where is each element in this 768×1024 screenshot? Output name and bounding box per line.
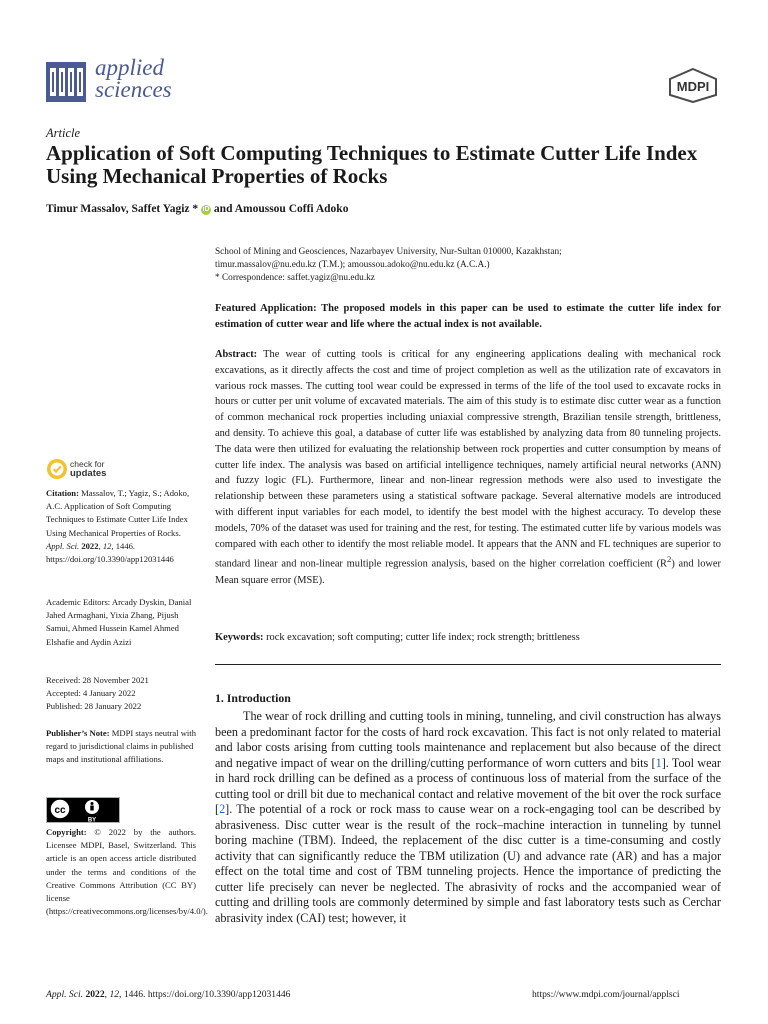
citation-volume: , 12 — [98, 540, 112, 551]
orcid-icon[interactable]: iD — [202, 206, 210, 213]
journal-name-line1: applied — [95, 55, 164, 80]
footer-journal-url[interactable]: https://www.mdpi.com/journal/applsci — [532, 989, 680, 1000]
cc-text: cc — [54, 805, 66, 816]
abstract-superscript: 2 — [666, 554, 672, 565]
keywords-text: rock excavation; soft computing; cutter life index; rock strength; brittleness — [263, 632, 580, 643]
footer-year: 2022 — [83, 989, 105, 1000]
check-updates-text — [70, 460, 106, 478]
section-heading-introduction: 1. Introduction — [215, 691, 291, 705]
check-for-updates-badge[interactable] — [46, 458, 146, 484]
journal-name — [95, 57, 295, 101]
copyright-text: © 2022 by the authors. Licensee MDPI, Basel, Switzerland. This article is an open access article distributed under the terms and conditions of the Creative Commons Attribution (CC BY) license (https://creativecommons.org/licenses/by/4.0/). — [46, 827, 208, 917]
journal-name-line2: sciences — [95, 77, 172, 102]
publisher-note-text: MDPI stays neutral with regard to jurisdictional claims in published maps and institutional affiliations. — [46, 728, 196, 765]
abstract — [215, 347, 721, 588]
date-received: Received: 28 November 2021 — [46, 675, 149, 685]
citation-journal: Appl. Sci. — [46, 540, 80, 551]
intro-text-2: ]. Tool wear in hard rock drilling can be defined as a process of continuous loss of material from the surface of the cutting tool or drill bit due to mechanical contact and relative movement of the bit over the rock surface [ — [215, 755, 721, 816]
authors-part2: and Amoussou Coffi Adoko — [213, 203, 349, 215]
mdpi-logo-icon — [666, 67, 720, 103]
date-accepted: Accepted: 4 January 2022 — [46, 688, 136, 699]
journal-logo-icon — [46, 62, 86, 102]
intro-text-3: ]. The potential of a rock or rock mass to cause wear on a rock-engaging tool can be described by abrasiveness. Disc cutter wear is the result of the rock–machine interaction in tunneling by tunnel boring machine (TBM). Indeed, the replacement of the disc cutter is a time-consuming and costly activity that can significantly reduce the TBM utilization (U) and advance rate (AR) and has a major effect on the total time and cost of TBM tunneling projects. Hence the importance of predicting the cutter life precisely can never be neglected. The abrasivity of rocks and the accompanied wear of cutting and drilling tools are commonly determined by simple and fast laboratory tests such as Cerchar abrasivity index (CAI) test; however, it — [215, 802, 721, 925]
reference-link-1[interactable]: 1 — [655, 755, 662, 770]
academic-editors: Academic Editors: Arcady Dyskin, Danial Jahed Armaghani, Yixia Zhang, Pijush Samui, Ahmed Hussein Kamel Ahmed Elshafie and Aydin Azizi — [46, 597, 192, 647]
publication-dates — [46, 674, 196, 714]
footer-journal: Appl. Sci. — [46, 989, 84, 1000]
footer-volume: , 12 — [104, 989, 120, 1000]
featured-application: Featured Application: The proposed models in this paper can be used to estimate the cutter life index for estimation of cutter wear and life where the actual index is not available. — [215, 303, 721, 330]
cc-by-license-icon[interactable] — [46, 797, 120, 823]
citation-block — [46, 487, 196, 566]
publisher-note — [46, 727, 196, 767]
introduction-paragraph — [215, 709, 721, 926]
affiliation-block — [215, 246, 725, 285]
citation-doi[interactable]: , 1446. https://doi.org/10.3390/app12031446 — [46, 540, 174, 565]
citation-year: 2022 — [79, 540, 99, 551]
footer-citation — [46, 989, 290, 1000]
abstract-text-end: ) and lower Mean square error (MSE). — [215, 558, 721, 586]
reference-link-2[interactable]: 2 — [219, 802, 226, 816]
paper-title: Application of Soft Computing Techniques to Estimate Cutter Life Index Using Mechanical Properties of Rocks — [46, 141, 698, 188]
by-text: BY — [87, 817, 97, 823]
check-updates-line1: check for — [70, 459, 105, 469]
mdpi-logo-text: MDPI — [676, 79, 710, 94]
footer-doi[interactable]: , 1446. https://doi.org/10.3390/app12031446 — [119, 989, 291, 1000]
authors-part1: Timur Massalov, Saffet Yagiz * — [46, 203, 199, 215]
citation-text: Massalov, T.; Yagiz, S.; Adoko, A.C. Application of Soft Computing Techniques to Estimate Cutter Life Index Using Mechanical Properties of Rocks. — [46, 488, 190, 538]
check-updates-line2: updates — [70, 468, 107, 479]
abstract-text: The wear of cutting tools is critical for any engineering applications dealing with mechanical rock excavations, as it directly affects the cost and time of project completion as well as the utilization rate of excavators in various rock masses. The cutting tool wear could be expressed in terms of the life of the tool used to excavate rocks in hours or cutter per unit volume of excavated materials. The aim of this study is to estimate disc cutter wear as a function of common mechanical rock properties including uniaxial compressive strength, Brazilian tensile strength, brittleness, and density. To achieve this goal, a database of cutter life was established by analyzing data from 80 tunneling projects. The data were then utilized for evaluating the relationship between rock properties and cutter consumption by means of cutter life index. The analysis was based on artificial intelligence techniques, namely artificial neural networks (ANN) and fuzzy logic (FL). Furthermore, linear and non-linear regression methods were also used to investigate the relationship between these parameters using a statistical software package. Several alternative models are introduced with different input variables for each model, to identify the best model with the highest accuracy. To develop these models, 70% of the dataset was used for training and the rest, for testing. The estimated cutter life by various models was compared with each other to identify the most reliable model. It appears that the ANN and FL techniques are superior to standard linear and non-linear multiple regression analysis, based on the higher correlation coefficient (R — [215, 349, 721, 570]
keywords — [215, 630, 721, 645]
publisher-note-label: Publisher’s Note: — [46, 728, 110, 738]
correspondence: * Correspondence: saffet.yagiz@nu.edu.kz — [215, 273, 375, 283]
abstract-label: Abstract: — [215, 349, 258, 360]
affiliation-line2: timur.massalov@nu.edu.kz (T.M.); amoussou.adoko@nu.edu.kz (A.C.A.) — [215, 260, 490, 270]
copyright-notice — [46, 826, 208, 918]
affiliation-line1: School of Mining and Geosciences, Nazarbayev University, Nur-Sultan 010000, Kazakhstan; — [215, 247, 562, 257]
article-type: Article — [46, 126, 81, 140]
citation-label: Citation: — [46, 488, 79, 498]
intro-text-1: The wear of rock drilling and cutting tools in mining, tunneling, and civil construction has always been a predominant factor for the costs of hard rock excavation. This fact is not only related to material and labor costs arising from cutting tools maintenance and replacement but also because of the direct and negative impact of wear on the drilling/cutting performance of worn cutters and bits [ — [215, 709, 721, 770]
section-divider — [215, 664, 721, 665]
date-published: Published: 28 January 2022 — [46, 701, 142, 712]
author-list — [46, 203, 348, 215]
keywords-label: Keywords: — [215, 632, 264, 643]
copyright-label: Copyright: — [46, 827, 87, 837]
check-updates-icon — [46, 458, 68, 480]
